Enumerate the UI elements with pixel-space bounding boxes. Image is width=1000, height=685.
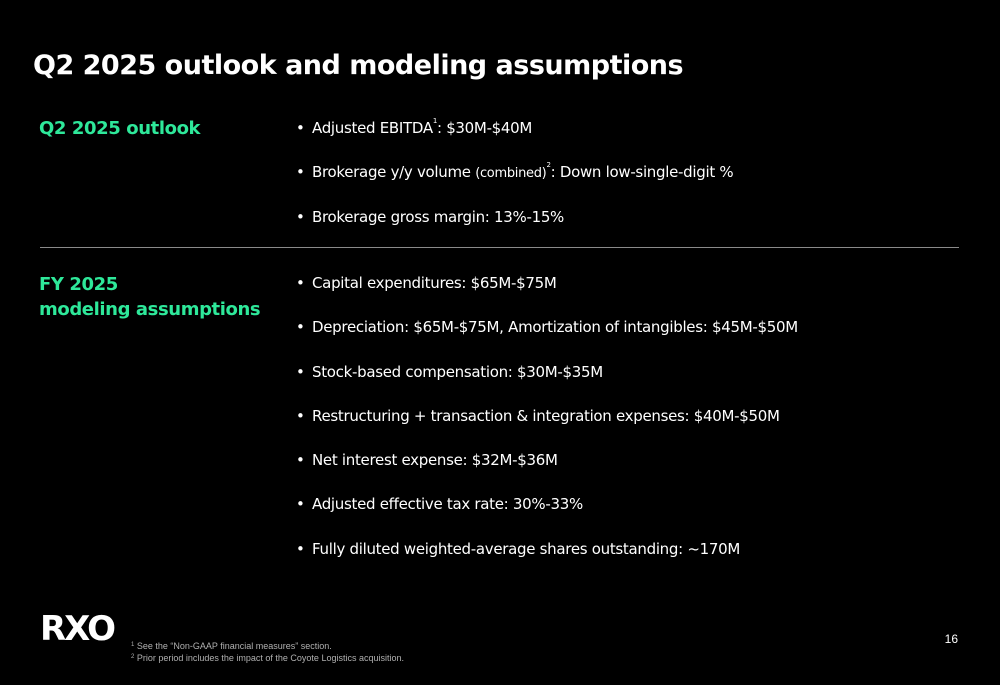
- bullet-text-rest: : Down low-single-digit %: [550, 163, 734, 182]
- list-item: [296, 117, 733, 161]
- footnote-1: [131, 640, 404, 652]
- rxo-logo: RXO: [40, 609, 115, 649]
- footnote-text: See the “Non-GAAP financial measures” section.: [134, 641, 332, 651]
- bullet-text: Restructuring + transaction & integration expenses: $40M-$50M: [312, 406, 780, 425]
- bullet-text: Adjusted EBITDA: [312, 119, 433, 137]
- page-title: Q2 2025 outlook and modeling assumptions: [33, 50, 684, 81]
- footnote-text: Prior period includes the impact of the Coyote Logistics acquisition.: [134, 653, 404, 663]
- bullet-icon: •: [296, 163, 305, 182]
- section-divider: [40, 247, 959, 248]
- bullet-text: Adjusted effective tax rate: 30%-33%: [312, 495, 583, 514]
- list-item: [296, 272, 798, 316]
- fy-label-line-2: modeling assumptions: [39, 299, 261, 320]
- bullet-text: Stock-based compensation: $30M-$35M: [312, 362, 603, 381]
- page-number: 16: [944, 632, 958, 646]
- bullet-text-paren: (combined): [475, 166, 547, 182]
- fy-assumptions-label: [39, 272, 260, 322]
- footnote-marker: 1: [432, 117, 437, 125]
- footnote-marker: 2: [546, 161, 551, 170]
- bullet-icon: •: [296, 406, 305, 425]
- bullet-text: Capital expenditures: $65M-$75M: [312, 274, 557, 292]
- list-item: [296, 361, 798, 405]
- bullet-text: Depreciation: $65M-$75M, Amortization of intangibles: $45M-$50M: [312, 318, 798, 337]
- q2-outlook-label-text: Q2 2025 outlook: [39, 118, 201, 139]
- list-item: [296, 405, 798, 449]
- list-item: [296, 538, 798, 582]
- bullet-icon: •: [296, 207, 305, 226]
- bullet-icon: •: [296, 495, 305, 514]
- bullet-text: Fully diluted weighted-average shares outstanding: ~170M: [312, 539, 740, 558]
- bullet-icon: •: [296, 539, 305, 558]
- footnote-marker: 1: [131, 642, 135, 648]
- bullet-icon: •: [296, 119, 305, 137]
- footnote-marker: 2: [131, 654, 135, 660]
- bullet-icon: •: [296, 451, 305, 470]
- bullet-text: Net interest expense: $32M-$36M: [312, 451, 558, 470]
- list-item: [296, 316, 798, 360]
- bullet-text: Brokerage y/y volume: [312, 163, 476, 182]
- fy-assumptions-list: [296, 272, 798, 582]
- list-item: [296, 449, 798, 493]
- list-item: [296, 493, 798, 537]
- bullet-text-rest: : $30M-$40M: [436, 119, 533, 137]
- list-item: [296, 161, 733, 205]
- footnote-2: [131, 652, 404, 664]
- footnotes: [131, 640, 404, 664]
- bullet-icon: •: [296, 318, 305, 337]
- q2-outlook-label: [39, 116, 200, 141]
- bullet-text: Brokerage gross margin: 13%-15%: [312, 207, 565, 226]
- fy-label-line-1: FY 2025: [39, 274, 118, 295]
- bullet-icon: •: [296, 362, 305, 381]
- q2-outlook-list: [296, 117, 733, 250]
- list-item: [296, 206, 733, 250]
- bullet-icon: •: [296, 274, 305, 292]
